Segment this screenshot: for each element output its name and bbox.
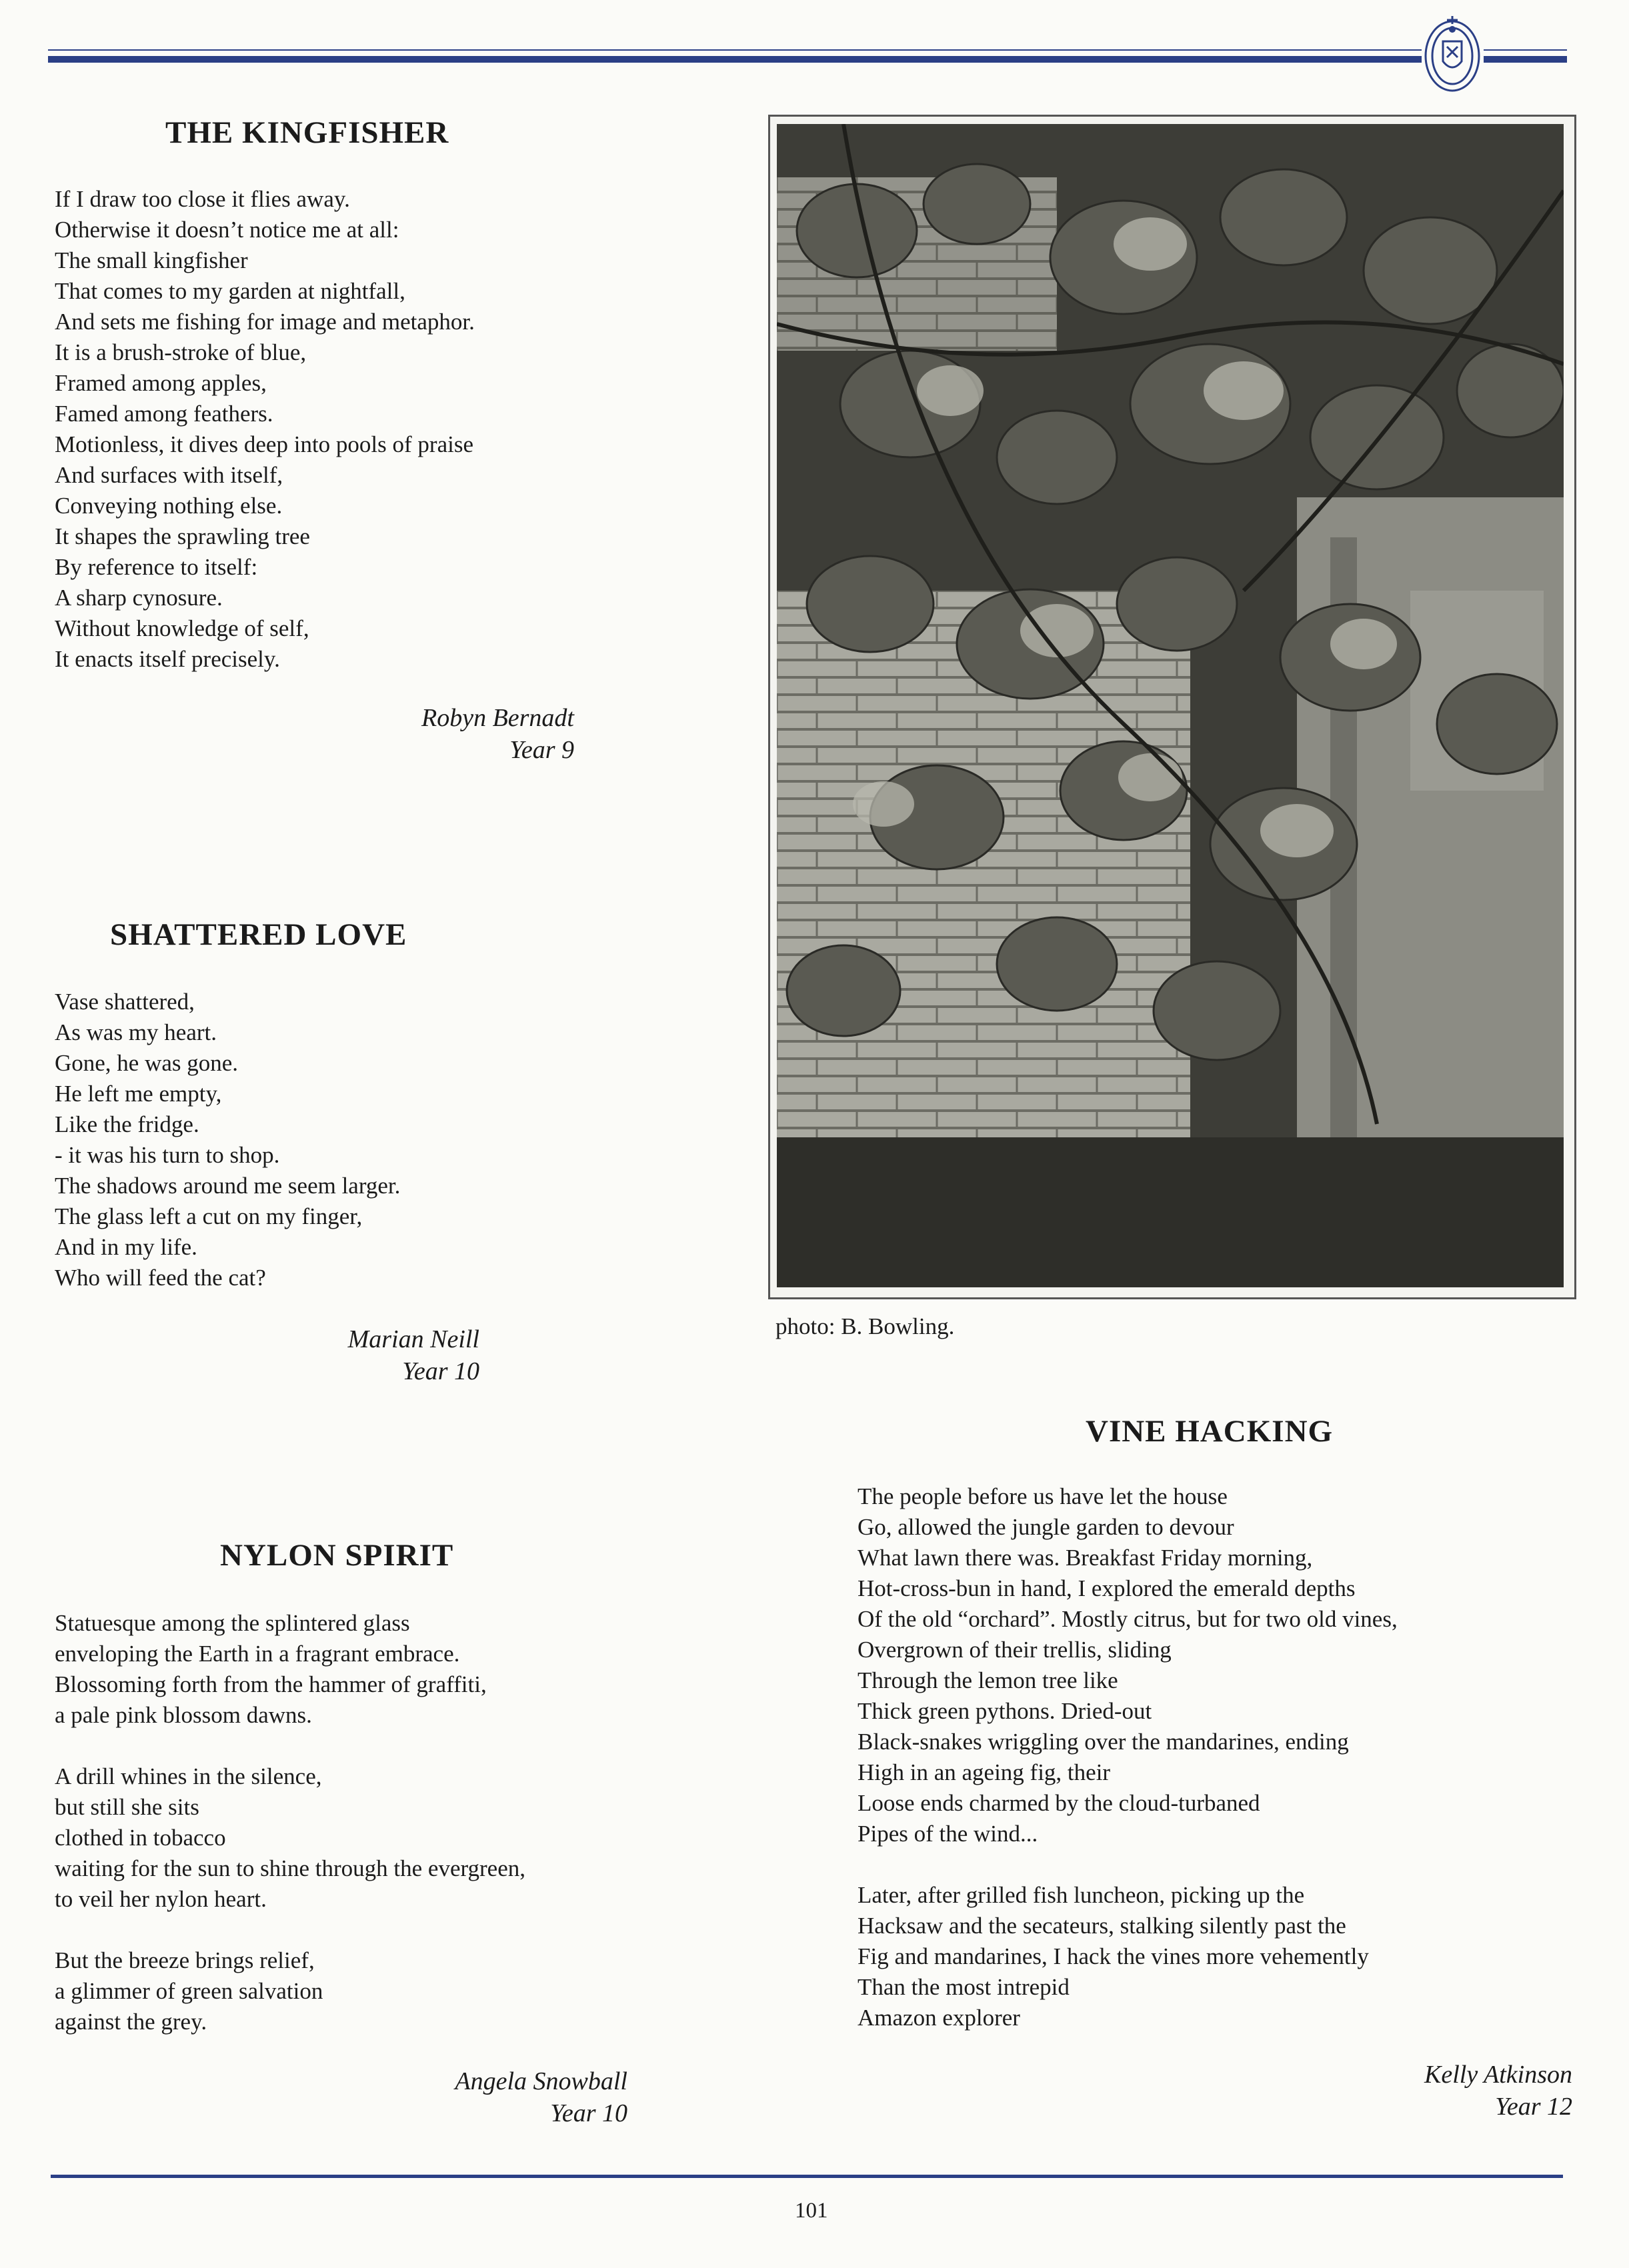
poem-credit-kingfisher	[421, 702, 574, 766]
poem-body-nylon-spirit	[55, 1608, 525, 2037]
stanza-break	[55, 1731, 525, 1761]
author-year: Year 10	[550, 2099, 627, 2127]
poem-line: By reference to itself:	[55, 554, 258, 580]
stanza-break	[55, 1915, 525, 1945]
poem-credit-vine-hacking	[1424, 2059, 1572, 2123]
poem-line: If I draw too close it flies away.	[55, 186, 350, 212]
poem-line: What lawn there was. Breakfast Friday morning,	[858, 1545, 1313, 1571]
poem-line: Of the old “orchard”. Mostly citrus, but for two old vines,	[858, 1606, 1398, 1632]
poem-line: a pale pink blossom dawns.	[55, 1702, 312, 1728]
poem-line: waiting for the sun to shine through the evergreen,	[55, 1855, 525, 1881]
poem-line: The small kingfisher	[55, 247, 248, 273]
poem-line: And in my life.	[55, 1234, 197, 1260]
poem-line: Without knowledge of self,	[55, 615, 309, 641]
poem-line: A drill whines in the silence,	[55, 1763, 322, 1789]
poem-line: Who will feed the cat?	[55, 1265, 266, 1291]
footer-rule	[51, 2175, 1563, 2178]
header-rule-right-thin	[1484, 49, 1567, 51]
photo-caption: photo: B. Bowling.	[775, 1313, 955, 1339]
poem-line: Motionless, it dives deep into pools of praise	[55, 431, 473, 457]
poem-body-kingfisher	[55, 184, 475, 675]
poem-line: Pipes of the wind...	[858, 1821, 1038, 1847]
poem-line: against the grey.	[55, 2009, 207, 2035]
poem-line: Like the fridge.	[55, 1111, 199, 1137]
poem-title-shattered-love: SHATTERED LOVE	[110, 917, 407, 952]
poem-line: Hot-cross-bun in hand, I explored the emerald depths	[858, 1575, 1356, 1601]
author-name: Marian Neill	[347, 1325, 479, 1353]
author-year: Year 12	[1495, 2093, 1572, 2121]
poem-line: Otherwise it doesn’t notice me at all:	[55, 217, 399, 243]
poem-line: Overgrown of their trellis, sliding	[858, 1637, 1172, 1663]
poem-line: Through the lemon tree like	[858, 1667, 1118, 1693]
poem-line: Statuesque among the splintered glass	[55, 1610, 410, 1636]
poem-line: As was my heart.	[55, 1019, 217, 1045]
poem-line: Hacksaw and the secateurs, stalking silently past the	[858, 1913, 1346, 1939]
author-name: Kelly Atkinson	[1424, 2061, 1572, 2089]
vine-photo	[777, 124, 1564, 1287]
poem-body-shattered-love	[55, 987, 400, 1293]
poem-line: but still she sits	[55, 1794, 199, 1820]
poem-title-vine-hacking: VINE HACKING	[1086, 1414, 1334, 1449]
poem-line: enveloping the Earth in a fragrant embrace.	[55, 1641, 460, 1667]
poem-line: The shadows around me seem larger.	[55, 1173, 401, 1199]
poem-line: It enacts itself precisely.	[55, 646, 280, 672]
poem-line: Famed among feathers.	[55, 401, 273, 427]
poem-line: Amazon explorer	[858, 2005, 1020, 2031]
poem-body-vine-hacking	[858, 1481, 1398, 2033]
poem-line: The people before us have let the house	[858, 1483, 1228, 1509]
author-name: Robyn Bernadt	[421, 704, 574, 732]
poem-line: But the breeze brings relief,	[55, 1947, 315, 1973]
poem-line: Framed among apples,	[55, 370, 267, 396]
poem-line: Thick green pythons. Dried-out	[858, 1698, 1152, 1724]
poem-line: Later, after grilled fish luncheon, picking up the	[858, 1882, 1305, 1908]
poem-line: A sharp cynosure.	[55, 585, 223, 611]
header-rule-right	[1484, 56, 1567, 63]
poem-credit-nylon-spirit	[455, 2065, 627, 2129]
poem-line: Gone, he was gone.	[55, 1050, 239, 1076]
author-year: Year 10	[402, 1357, 479, 1385]
poem-line: He left me empty,	[55, 1081, 222, 1107]
poem-line: Loose ends charmed by the cloud-turbaned	[858, 1790, 1260, 1816]
poem-line: The glass left a cut on my finger,	[55, 1203, 363, 1229]
poem-line: Go, allowed the jungle garden to devour	[858, 1514, 1234, 1540]
poem-line: - it was his turn to shop.	[55, 1142, 280, 1168]
poem-line: And surfaces with itself,	[55, 462, 283, 488]
poem-line: to veil her nylon heart.	[55, 1886, 267, 1912]
poem-line: It is a brush-stroke of blue,	[55, 339, 307, 365]
school-crest-icon	[1420, 9, 1484, 100]
poem-credit-shattered-love	[348, 1323, 479, 1387]
poem-line: Than the most intrepid	[858, 1974, 1070, 2000]
poem-line: It shapes the sprawling tree	[55, 523, 310, 549]
poem-line: Conveying nothing else.	[55, 493, 283, 519]
stanza-break	[858, 1849, 1398, 1880]
poem-title-nylon-spirit: NYLON SPIRIT	[220, 1538, 454, 1573]
poem-line: High in an ageing fig, their	[858, 1759, 1111, 1785]
poem-line: Blossoming forth from the hammer of graffiti,	[55, 1671, 487, 1697]
author-year: Year 9	[509, 736, 574, 764]
header-rule	[48, 56, 1422, 63]
header-rule-thin	[48, 49, 1422, 51]
page-number: 101	[795, 2199, 828, 2223]
poem-line: a glimmer of green salvation	[55, 1978, 323, 2004]
poem-line: Fig and mandarines, I hack the vines more vehemently	[858, 1943, 1369, 1969]
poem-title-kingfisher: THE KINGFISHER	[165, 115, 449, 150]
poem-line: Black-snakes wriggling over the mandarines, ending	[858, 1729, 1349, 1755]
poem-line: That comes to my garden at nightfall,	[55, 278, 405, 304]
poem-line: Vase shattered,	[55, 989, 195, 1015]
poem-line: And sets me fishing for image and metaphor.	[55, 309, 475, 335]
author-name: Angela Snowball	[455, 2067, 627, 2095]
poem-line: clothed in tobacco	[55, 1825, 226, 1851]
